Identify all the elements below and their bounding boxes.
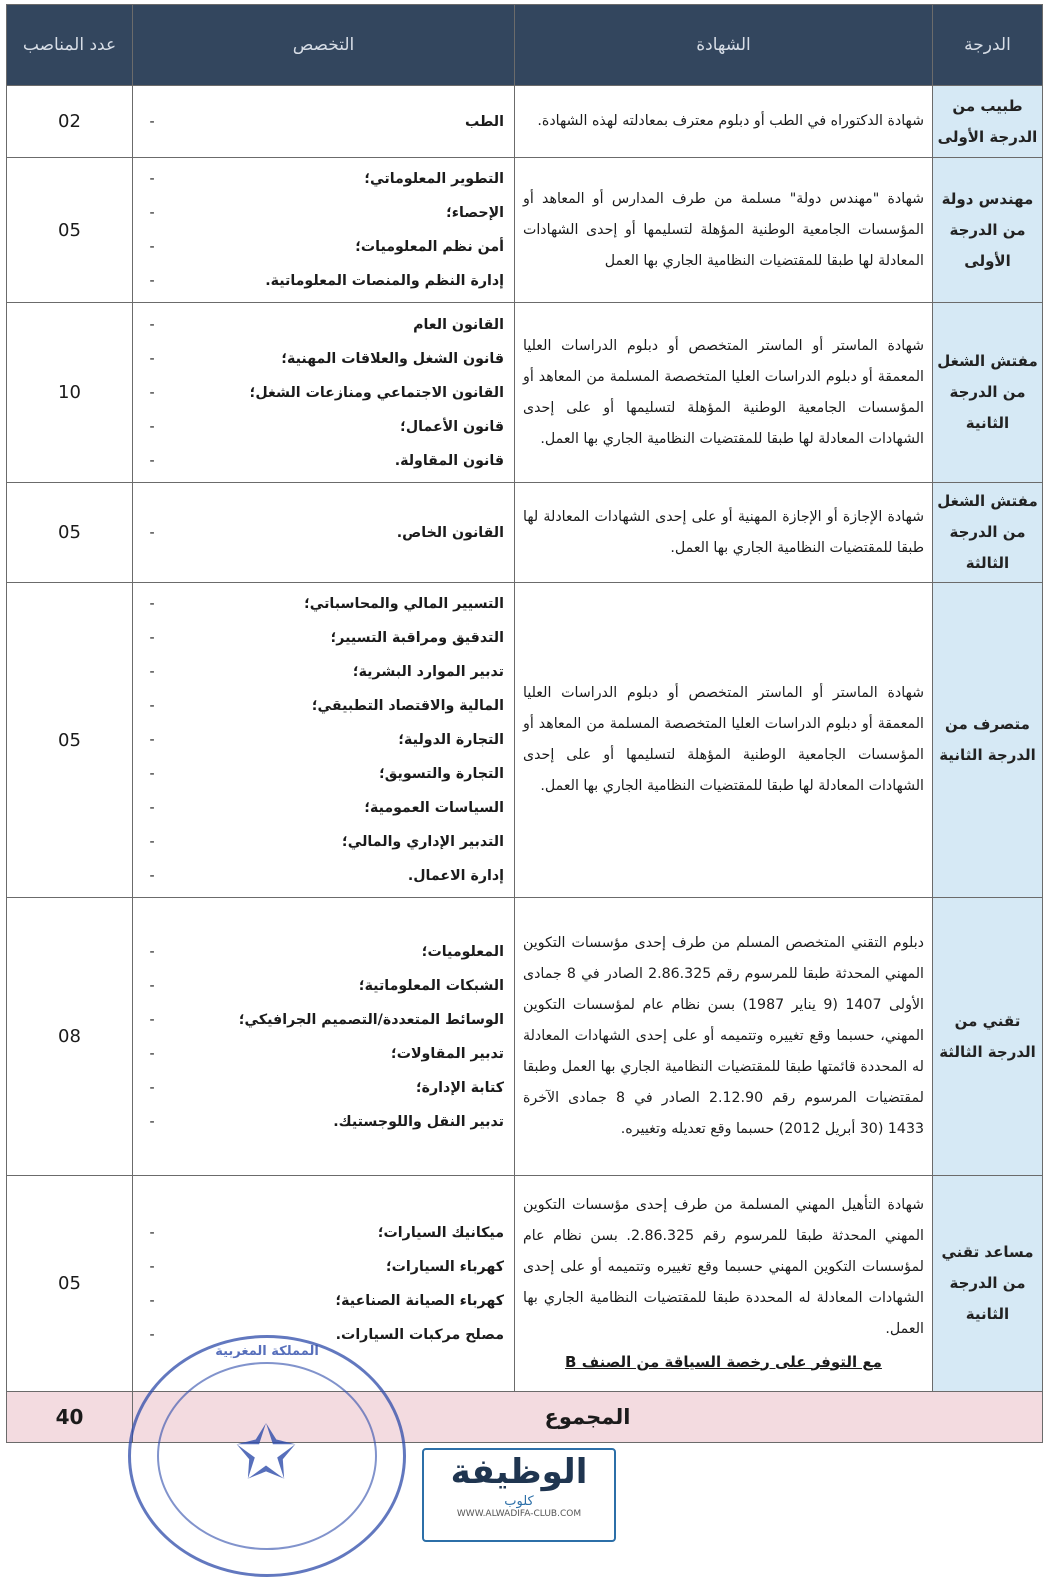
positions-cell: 10 bbox=[7, 303, 133, 483]
watermark-logo bbox=[422, 1448, 616, 1542]
list-item: التسيير المالي والمحاسباتي؛ - bbox=[149, 596, 504, 612]
certificate-cell bbox=[515, 1176, 933, 1392]
list-item: مصلح مركبات السيارات. - bbox=[149, 1326, 504, 1343]
list-item: القانون الخاص. - bbox=[149, 524, 504, 541]
table-row bbox=[7, 86, 1043, 158]
list-item: تدبير النقل واللوجستيك. - bbox=[149, 1113, 504, 1130]
stamp-text: المملكة المغربية bbox=[215, 1344, 319, 1359]
list-item: السياسات العمومية؛ - bbox=[149, 800, 504, 816]
list-item: المعلوميات؛ - bbox=[149, 943, 504, 960]
grade-cell: متصرف من الدرجة الثانية bbox=[933, 583, 1043, 898]
driving-license-condition: مع التوفر على رخصة السياقة من الصنف B bbox=[565, 1352, 882, 1371]
list-item: المالية والاقتصاد التطبيقي؛ - bbox=[149, 698, 504, 714]
list-item: القانون الاجتماعي ومنازعات الشغل؛ - bbox=[149, 384, 504, 401]
grade-cell: تقني من الدرجة الثالثة bbox=[933, 898, 1043, 1176]
list-item: كتابة الإدارة؛ - bbox=[149, 1079, 504, 1096]
list-item: قانون المقاولة. - bbox=[149, 452, 504, 469]
specialty-cell bbox=[133, 86, 515, 158]
certificate-cell: شهادة الإجازة أو الإجازة المهنية أو على إحدى الشهادات المعادلة لها طبقا للمقتضيات النظامية الجاري بها العمل. bbox=[515, 483, 933, 583]
list-item: التدبير الإداري والمالي؛ - bbox=[149, 834, 504, 850]
positions-cell: 05 bbox=[7, 583, 133, 898]
list-item: الشبكات المعلوماتية؛ - bbox=[149, 977, 504, 994]
positions-cell: 02 bbox=[7, 86, 133, 158]
list-item: قانون الأعمال؛ - bbox=[149, 418, 504, 435]
total-label: المجموع bbox=[133, 1392, 1043, 1443]
grade-cell: مهندس دولة من الدرجة الأولى bbox=[933, 158, 1043, 303]
list-item: الطب - bbox=[149, 113, 504, 130]
table-row bbox=[7, 158, 1043, 303]
list-item: تدبير الموارد البشرية؛ - bbox=[149, 664, 504, 680]
header-certificate: الشهادة bbox=[515, 5, 933, 86]
logo-url: WWW.ALWADIFA-CLUB.COM bbox=[456, 1509, 582, 1519]
table-header-row bbox=[7, 5, 1043, 86]
list-item: أمن نظم المعلوميات؛ - bbox=[149, 239, 504, 255]
header-grade: الدرجة bbox=[933, 5, 1043, 86]
table-row bbox=[7, 483, 1043, 583]
table-row bbox=[7, 898, 1043, 1176]
list-item: التدقيق ومراقبة التسيير؛ - bbox=[149, 630, 504, 646]
total-row bbox=[7, 1392, 1043, 1443]
star-icon: ✩ bbox=[235, 1410, 298, 1496]
specialty-cell bbox=[133, 1176, 515, 1392]
list-item: الوسائط المتعددة/التصميم الجرافيكي؛ - bbox=[149, 1011, 504, 1028]
specialty-cell bbox=[133, 483, 515, 583]
grade-cell: مساعد تقني من الدرجة الثانية bbox=[933, 1176, 1043, 1392]
list-item: كهرباء الصيانة الصناعية؛ - bbox=[149, 1292, 504, 1309]
table-row bbox=[7, 1176, 1043, 1392]
list-item: ميكانيك السيارات؛ - bbox=[149, 1224, 504, 1241]
list-item: الإحصاء؛ - bbox=[149, 205, 504, 221]
logo-name: الوظيفة bbox=[450, 1452, 588, 1492]
positions-cell: 08 bbox=[7, 898, 133, 1176]
list-item: قانون الشغل والعلاقات المهنية؛ - bbox=[149, 350, 504, 367]
recruitment-table bbox=[6, 4, 1043, 1443]
grade-cell: مفتش الشغل من الدرجة الثالثة bbox=[933, 483, 1043, 583]
list-item: التجارة والتسويق؛ - bbox=[149, 766, 504, 782]
specialty-cell bbox=[133, 583, 515, 898]
total-value: 40 bbox=[7, 1392, 133, 1443]
logo-sub: كلوب bbox=[504, 1494, 534, 1509]
positions-cell: 05 bbox=[7, 483, 133, 583]
list-item: التجارة الدولية؛ - bbox=[149, 732, 504, 748]
table-row bbox=[7, 303, 1043, 483]
certificate-cell: شهادة الماستر أو الماستر المتخصص أو دبلوم الدراسات العليا المعمقة أو دبلوم الدراسات العليا المتخصصة المسلمة من المعاهد أو المؤسسات الجامعية الوطنية المؤهلة لتسليمها أو على إحدى الشهادات المعادلة لها طبقا للمقتضيات النظامية الجاري بها العمل. bbox=[515, 583, 933, 898]
list-item: القانون العام - bbox=[149, 316, 504, 333]
header-specialty: التخصص bbox=[133, 5, 515, 86]
certificate-cell: شهادة الدكتوراه في الطب أو دبلوم معترف بمعادلته لهذه الشهادة. bbox=[515, 86, 933, 158]
list-item: تدبير المقاولات؛ - bbox=[149, 1045, 504, 1062]
positions-cell: 05 bbox=[7, 158, 133, 303]
certificate-cell: دبلوم التقني المتخصص المسلم من طرف إحدى مؤسسات التكوين المهني المحدثة طبقا للمرسوم رقم 2.86.325 الصادر في 8 جمادى الأولى 1407 (9 يناير 1987) بسن نظام عام لمؤسسات التكوين المهني، حسبما وقع تغييره وتتميمه أو على إحدى الشهادات المعادلة له المحددة قائمتها طبقا للمقتضيات النظامية الجاري بها العمل وطبقا لمقتضيات المرسوم رقم 2.12.90 الصادر في 8 جمادى الآخرة 1433 (30 أبريل 2012) حسبما وقع تعديله وتغييره. bbox=[515, 898, 933, 1176]
certificate-cell: شهادة الماستر أو الماستر المتخصص أو دبلوم الدراسات العليا المعمقة أو دبلوم الدراسات العليا المتخصصة المسلمة من المعاهد أو المؤسسات الجامعية الوطنية المؤهلة لتسليمها أو على إحدى الشهادات المعادلة لها طبقا للمقتضيات النظامية الجاري بها العمل. bbox=[515, 303, 933, 483]
table-row bbox=[7, 583, 1043, 898]
specialty-cell bbox=[133, 898, 515, 1176]
specialty-cell bbox=[133, 303, 515, 483]
list-item: التطوير المعلوماتي؛ - bbox=[149, 171, 504, 187]
list-item: إدارة النظم والمنصات المعلوماتية. - bbox=[149, 273, 504, 289]
positions-cell: 05 bbox=[7, 1176, 133, 1392]
certificate-text: شهادة التأهيل المهني المسلمة من طرف إحدى مؤسسات التكوين المهني المحدثة طبقا للمرسوم رقم 2.86.325. بسن نظام عام لمؤسسات التكوين المهني حسبما وقع تغييره وتتميمه أو على إحدى الشهادات المعادلة له المحددة طبقا للمقتضيات النظامية الجاري بها العمل. bbox=[523, 1196, 924, 1337]
list-item: كهرباء السيارات؛ - bbox=[149, 1258, 504, 1275]
header-positions: عدد المناصب bbox=[7, 5, 133, 86]
list-item: إدارة الاعمال. - bbox=[149, 868, 504, 884]
grade-cell: طبيب من الدرجة الأولى bbox=[933, 86, 1043, 158]
specialty-cell bbox=[133, 158, 515, 303]
certificate-cell: شهادة "مهندس دولة" مسلمة من طرف المدارس أو المعاهد أو المؤسسات الجامعية الوطنية المؤهلة لتسليمها أو إحدى الشهادات المعادلة لها طبقا للمقتضيات النظامية الجاري بها العمل bbox=[515, 158, 933, 303]
grade-cell: مفتش الشغل من الدرجة الثانية bbox=[933, 303, 1043, 483]
